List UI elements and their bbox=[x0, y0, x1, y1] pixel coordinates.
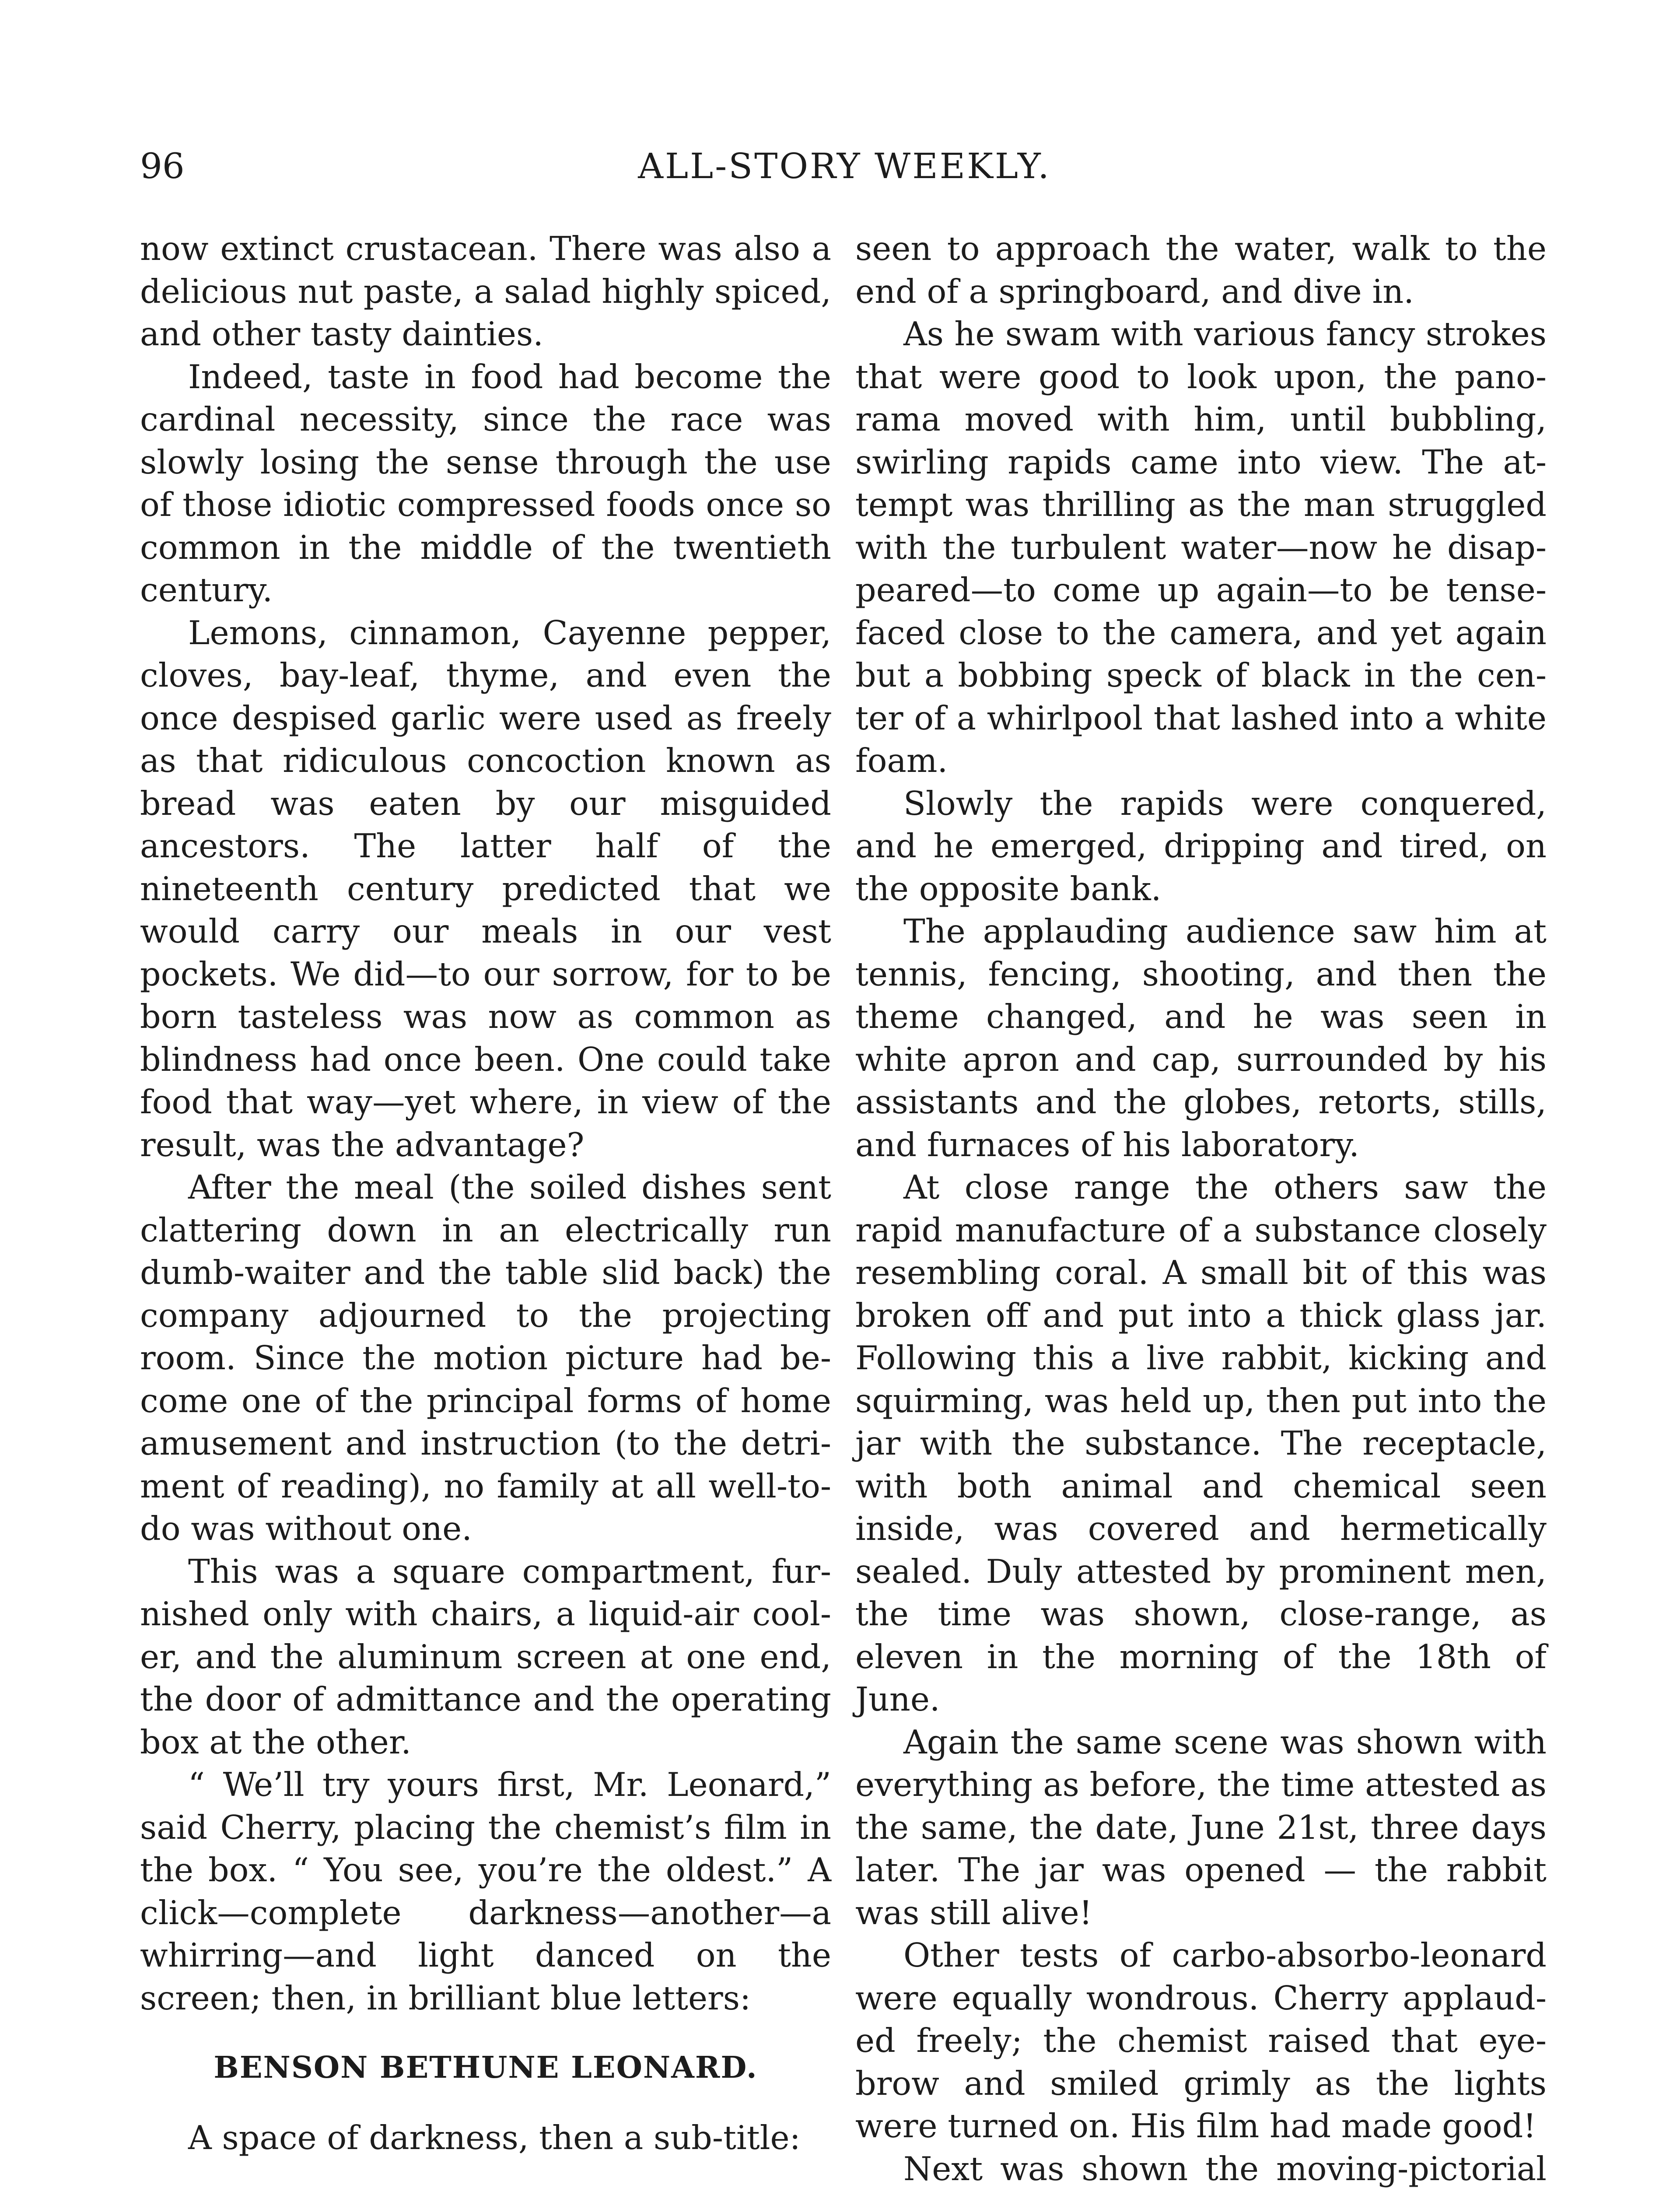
left-column bbox=[140, 228, 831, 2188]
paragraph: The applauding audience saw him at tennis, fencing, shooting, and then the theme changed, and he was seen in white apron and cap, surrounded by his assistants and the globes, retorts, stills, and furnaces of his laboratory. bbox=[855, 912, 1547, 1164]
paragraph: As he swam with various fancy strokes that were good to look upon, the panorama moved with him, until bubbling, swirling rapids came into view. The attempt was thrilling as the man struggled with the turbulent water—now he disappeared—to come up again—to be tense-faced close to the camera, and yet again but a bobbing speck of black in the center of a whirlpool that lashed into a white foam. bbox=[855, 315, 1547, 780]
film-title: BENSON BETHUNE LEONARD. bbox=[214, 2050, 758, 2085]
paragraph: “ We’ll try yours first, Mr. Leonard,” said Cherry, placing the chemist’s film in the box. “ You see, you’re the oldest.” A click—complete darkness—another—a whirring—and light danced on the screen; then, in brilliant blue letters: bbox=[140, 1766, 831, 2017]
paragraph: A space of darkness, then a sub-title: bbox=[188, 2118, 801, 2157]
paragraph: Slowly the rapids were conquered, and he emerged, dripping and tired, on the opposite bank. bbox=[855, 784, 1547, 908]
paragraph: Next was shown the moving-pictorial bbox=[903, 2149, 1547, 2188]
film-subtitle bbox=[140, 2186, 831, 2188]
paragraph: At close range the others saw the rapid manufacture of a substance closely resembling coral. A small bit of this was broken off and put into a thick glass jar. Following this a live rabbit, kicking and squirming, was held up, then put into the jar with the substance. The receptacle, with both animal and chemical seen inside, was covered and hermetically sealed. Duly attested by prominent men, the time was shown, close-range, as eleven in the morning of the 18th of June. bbox=[855, 1168, 1547, 1718]
paragraph: seen to approach the water, walk to the end of a springboard, and dive in. bbox=[855, 230, 1547, 311]
paragraph: Again the same scene was shown with everything as before, the time attested as the same, the date, June 21st, three days later. The jar was opened — the rabbit was still alive! bbox=[855, 1723, 1547, 1932]
page-header bbox=[140, 144, 1549, 193]
running-head: ALL-STORY WEEKLY. bbox=[638, 146, 1051, 186]
paragraph: now extinct crustacean. There was also a delicious nut paste, a salad highly spiced, and other tasty dainties. bbox=[140, 230, 831, 353]
paragraph: Other tests of carbo-absorbo-leonard were equally wondrous. Cherry applauded freely; the chemist raised that eyebrow and smiled grimly as the lights were turned on. His film had made good! bbox=[855, 1936, 1547, 2145]
paragraph: Lemons, cinnamon, Cayenne pepper, cloves, bay-leaf, thyme, and even the once despised garlic were used as freely as that ridiculous concoction known as bread was eaten by our misguided ancestors. The latter half of the nineteenth century predicted that we would carry our meals in our vest pockets. We did—to our sorrow, for to be born tasteless was now as common as blindness had once been. One could take food that way—yet where, in view of the result, was the advantage? bbox=[140, 614, 831, 1164]
paragraph: Indeed, taste in food had become the cardinal necessity, since the race was slowly losing the sense through the use of those idiotic compressed foods once so common in the middle of the twentieth century. bbox=[140, 358, 831, 609]
paragraph: After the meal (the soiled dishes sent clattering down in an electrically run dumb-waiter and the table slid back) the company adjourned to the projecting room. Since the motion picture had become one of the principal forms of home amusement and instruction (to the detriment of reading), no family at all well-to-do was without one. bbox=[140, 1168, 831, 1548]
page-number: 96 bbox=[140, 146, 185, 186]
paragraph: This was a square compartment, furnished only with chairs, a liquid-air cooler, and the aluminum screen at one end, the door of admittance and the operating box at the other. bbox=[140, 1552, 831, 1761]
right-column bbox=[855, 228, 1547, 2188]
